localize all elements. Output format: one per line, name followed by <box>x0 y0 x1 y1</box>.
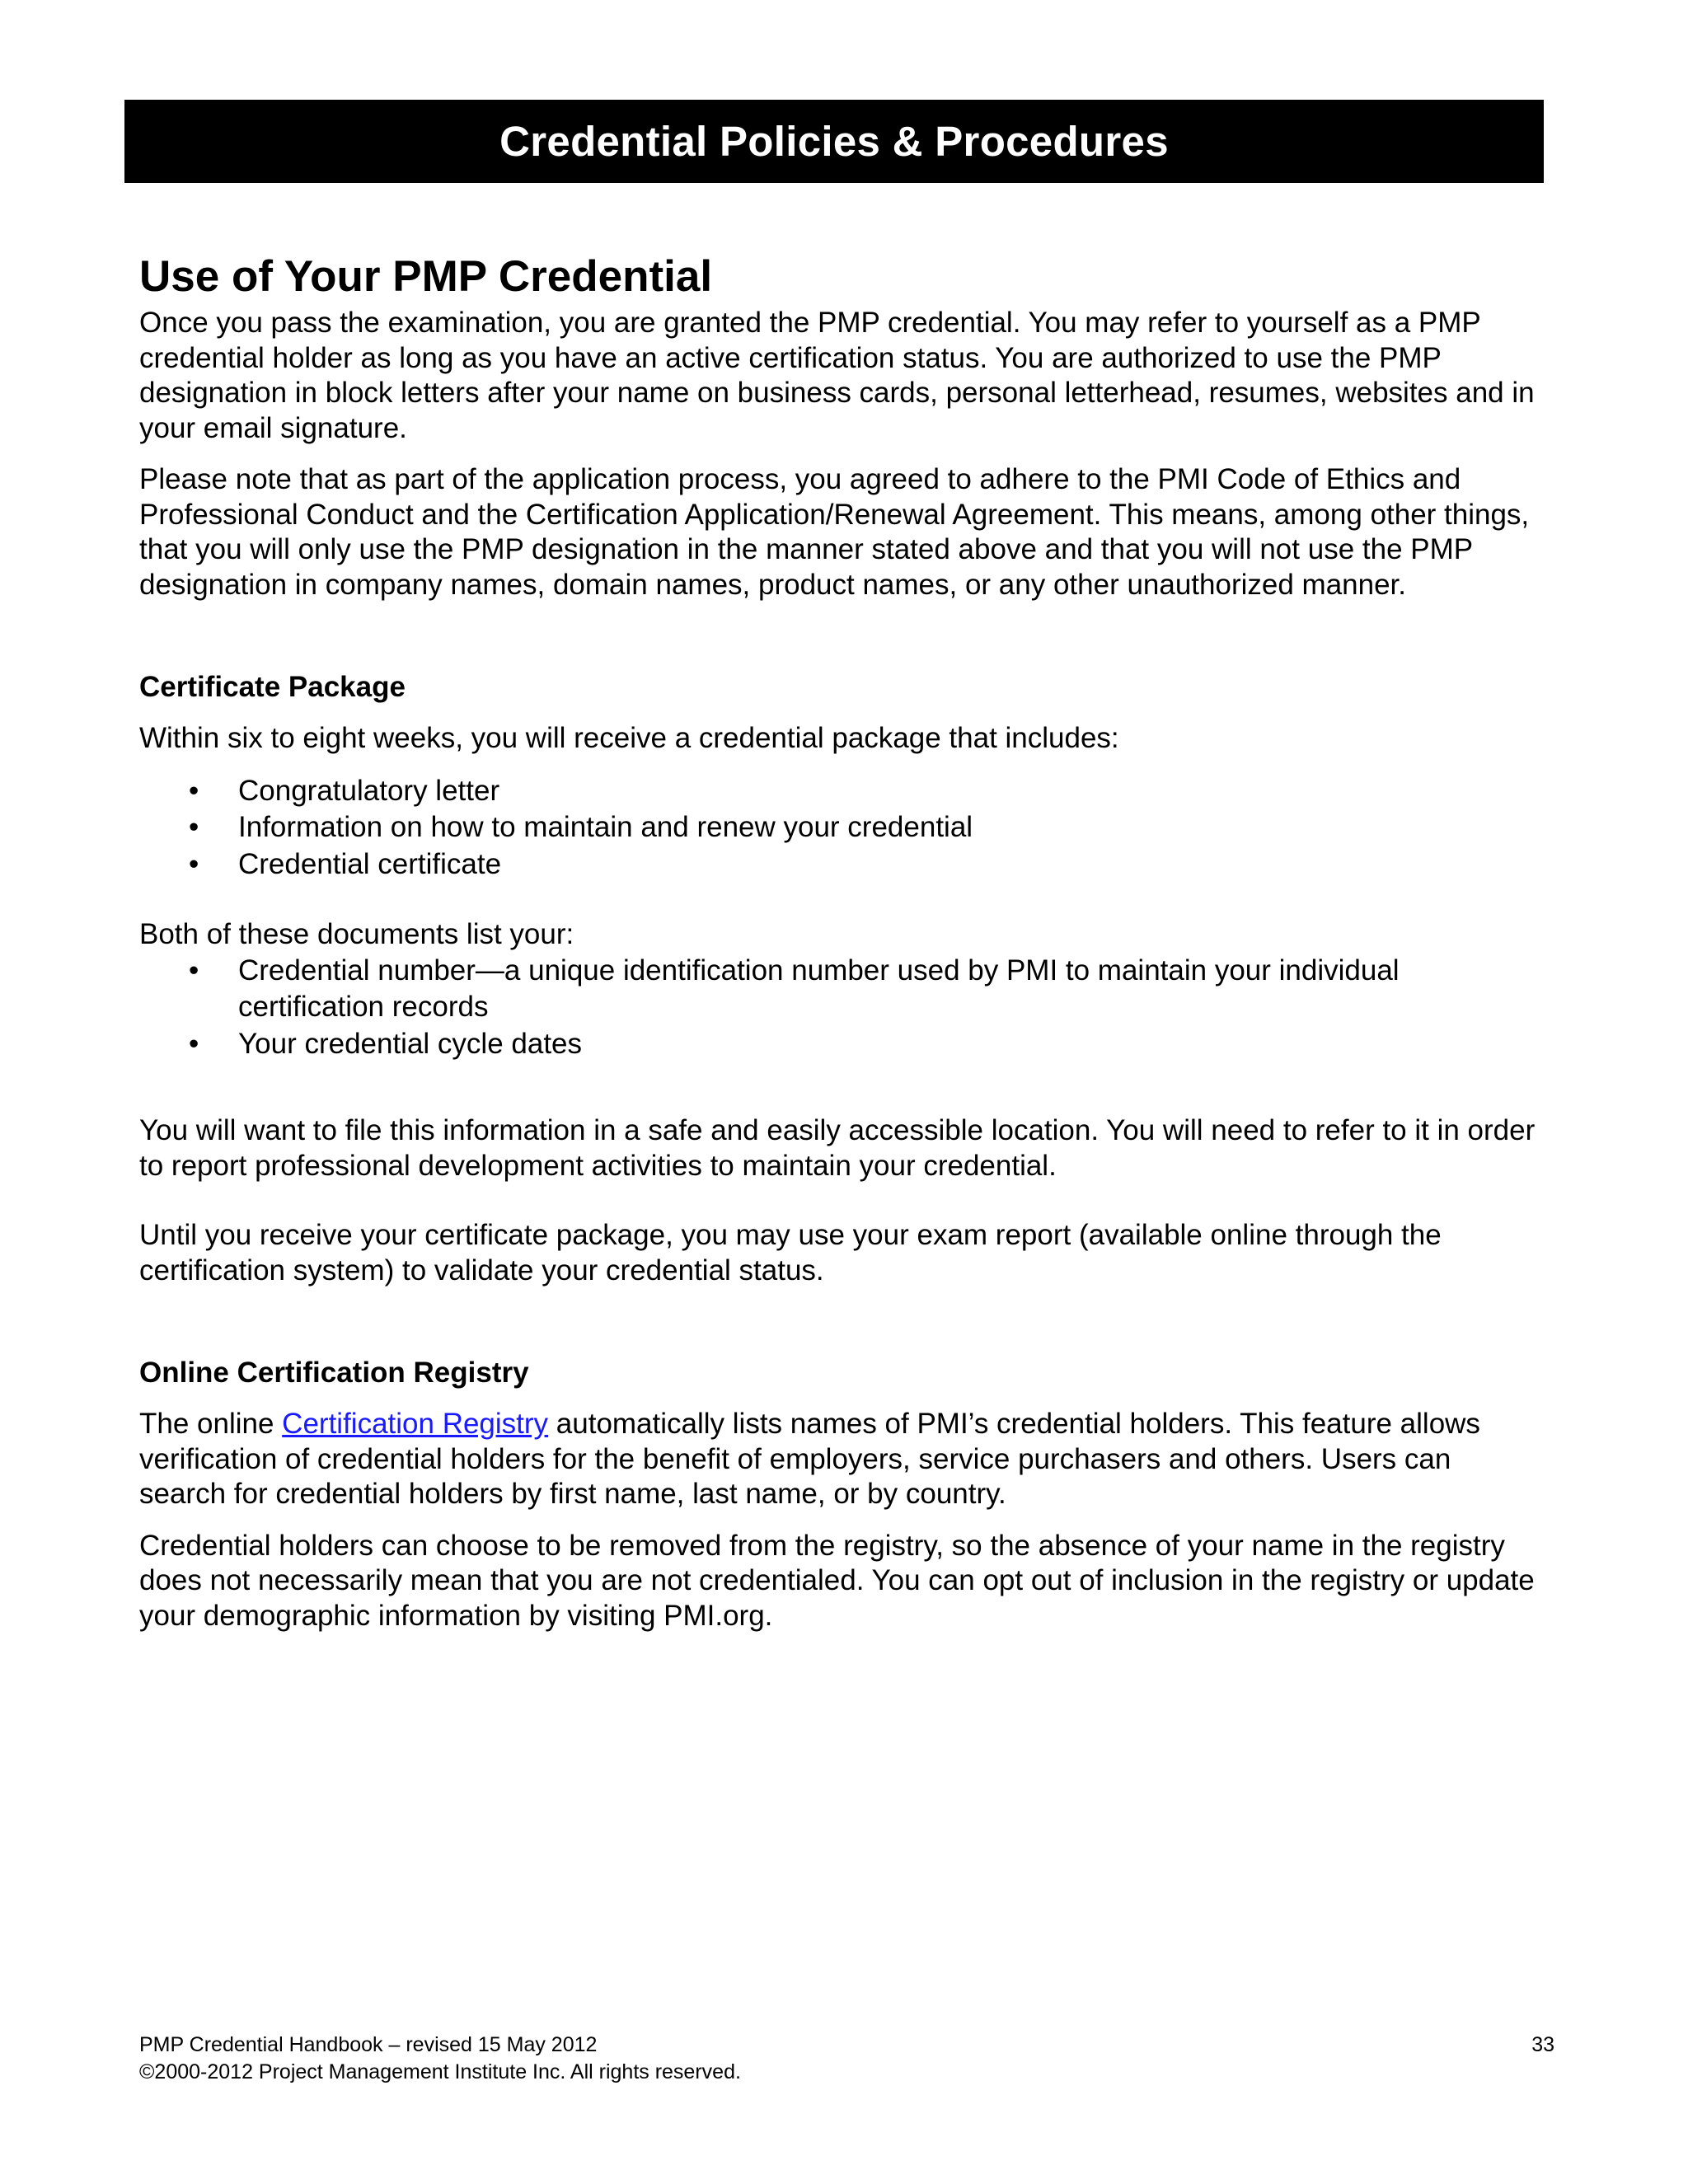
page-number: 33 <box>1531 2033 1554 2056</box>
paragraph-use-credential-2: Please note that as part of the application process, you agreed to adhere to the PMI Code of Ethics and Professional Conduct and the Certification Application/Renewal Agreement. This means, among other things, that you will only use the PMP designation in the manner stated above and that you will not use the PMP designation in company names, domain names, product names, or any other unauthorized manner. <box>139 463 1530 601</box>
page-footer <box>139 2032 1554 2086</box>
certification-registry-link[interactable]: Certification Registry <box>282 1408 549 1440</box>
footer-handbook-revision: PMP Credential Handbook – revised 15 May 2012 <box>139 2033 598 2056</box>
paragraph-documents-list-intro: Both of these documents list your: <box>139 918 574 950</box>
bullet-icon: • <box>189 774 199 807</box>
package-contents-list <box>139 773 1540 883</box>
bullet-icon: • <box>189 954 199 987</box>
paragraph-package-intro: Within six to eight weeks, you will receive a credential package that includes: <box>139 722 1119 754</box>
list-item: • Credential certificate <box>139 846 1540 883</box>
paragraph-file-information: You will want to file this information in a safe and easily accessible location. You will need to refer to it in order to report professional development activities to maintain your credential. <box>139 1114 1536 1182</box>
paragraph-registry-2: Credential holders can choose to be removed from the registry, so the absence of your name in the registry does not necessarily mean that you are not credentialed. You can opt out of inclusion in the registry or update your demographic information by visiting PMI.org. <box>139 1529 1535 1632</box>
bullet-icon: • <box>189 847 199 880</box>
header-banner <box>124 100 1544 183</box>
paragraph-use-credential-1: Once you pass the examination, you are granted the PMP credential. You may refer to yourself as a PMP credential holder as long as you have an active certification status. You are authorized to use the PMP designation in block letters after your name on business cards, personal letterhead, resumes, websites and in your email signature. <box>139 307 1535 444</box>
paragraph-until-receive: Until you receive your certificate package, you may use your exam report (available online through the certification system) to validate your credential status. <box>139 1219 1442 1286</box>
list-item: • Your credential cycle dates <box>139 1026 1540 1063</box>
section-heading-use-credential: Use of Your PMP Credential <box>139 252 713 301</box>
list-item: • Congratulatory letter <box>139 773 1540 810</box>
list-item: • Information on how to maintain and renew your credential <box>139 809 1540 846</box>
section-heading-online-registry: Online Certification Registry <box>139 1357 529 1389</box>
bullet-icon: • <box>189 811 199 843</box>
page-content <box>139 251 1540 1633</box>
section-heading-certificate-package: Certificate Package <box>139 671 406 703</box>
list-item: • Credential number—a unique identification number used by PMI to maintain your individual certification records <box>189 954 1400 1023</box>
documents-list <box>139 953 1540 1063</box>
paragraph-registry-1: The online Certification Registry automatically lists names of PMI’s credential holders. This feature allows verification of credential holders for the benefit of employers, service purchasers and others. Users can search for credential holders by first name, last name, or by country. <box>139 1408 1480 1510</box>
footer-copyright: ©2000-2012 Project Management Institute Inc. All rights reserved. <box>139 2060 741 2083</box>
bullet-icon: • <box>189 1027 199 1060</box>
banner-title: Credential Policies & Procedures <box>499 118 1169 165</box>
